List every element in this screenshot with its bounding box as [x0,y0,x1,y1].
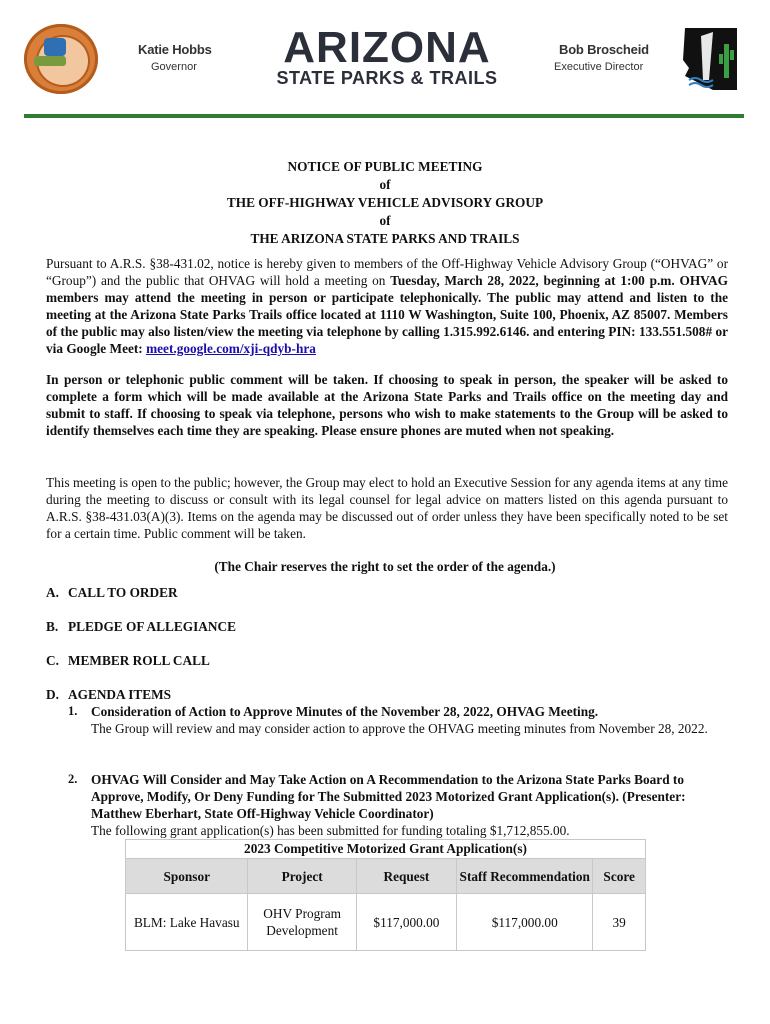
section-label: MEMBER ROLL CALL [68,653,210,668]
cell-score: 39 [593,894,646,951]
cell-request: $117,000.00 [356,894,456,951]
section-letter: D. [46,687,59,702]
column-header-project: Project [248,859,356,894]
table-row [126,894,646,951]
cell-sponsor: BLM: Lake Havasu [126,894,248,951]
group-title: THE OFF-HIGHWAY VEHICLE ADVISORY GROUP [226,195,544,210]
agency-logo-sub: STATE PARKS & TRAILS [276,68,498,88]
open-meeting-paragraph: This meeting is open to the public; however, the Group may elect to hold an Executive Session for any agenda items at any time during the meeting to discuss or consult with its legal counsel for legal advice on matters listed on this agenda pursuant to A.R.S. §38-431.03(A)(3). Items on the agenda may be discussed out of order unless they have been specifically noted to be set for a certain time. Public comment will be taken. [46,475,728,541]
agency-title: THE ARIZONA STATE PARKS AND TRAILS [250,231,520,246]
table-caption: 2023 Competitive Motorized Grant Application(s) [126,840,646,859]
section-letter: C. [46,653,59,668]
agenda-item-title: Consideration of Action to Approve Minutes of the November 28, 2022, OHVAG Meeting. [91,704,599,719]
notice-title: NOTICE OF PUBLIC MEETING [287,159,483,174]
agenda-item-number: 1. [68,704,78,718]
intro-text: Pursuant to A.R.S. §38-431.02, notice is hereby given to members of the Off-Highway Vehicle Advisory Group (“OHVAG” or “Group”) and the public that OHVAG will hold a meeting on [46,256,728,288]
arizona-state-seal-logo [24,24,98,94]
intro-bold-text: Tuesday, March 28, 2022, beginning at 1:00 p.m. OHVAG members may attend the meeting in person or participate telephonically. The public may attend and listen to the meeting at the Arizona State Parks Trails office located at 1110 W Washington, Suite 100, Phoenix, AZ 85007. Members of the public may also listen/view the meeting via telephone by calling 1.315.992.6146. and entering PIN: 133.551.508# or via Google Meet: [46,273,729,356]
agenda-item-number: 2. [68,772,78,786]
section-pledge [46,618,236,635]
section-letter: B. [46,619,59,634]
grant-applications-table [125,839,646,951]
section-label: CALL TO ORDER [68,585,178,600]
agency-logo-main: ARIZONA [283,23,491,72]
agenda-item-title: OHVAG Will Consider and May Take Action on A Recommendation to the Arizona State Parks Board to Approve, Modify, Or Deny Funding for The Submitted 2023 Motorized Grant Application(s). (Presenter: Matthew Eberhart, State Off-Highway Vehicle Coordinator) [91,772,686,821]
arizona-state-icon [679,24,743,94]
section-agenda-items [46,686,171,703]
column-header-staff-recommendation: Staff Recommendation [457,859,593,894]
governor-role: Governor [151,61,197,73]
governor-name: Katie Hobbs [138,42,212,57]
intro-paragraph [46,255,728,357]
title-of-1: of [379,177,391,192]
table-header-row [126,859,646,894]
chair-note: (The Chair reserves the right to set the order of the agenda.) [214,559,556,574]
title-of-2: of [379,213,391,228]
column-header-score: Score [593,859,646,894]
google-meet-link[interactable]: meet.google.com/xji-qdyb-hra [146,341,316,356]
director-role: Executive Director [554,61,644,73]
agenda-item-description: The following grant application(s) has been submitted for funding totaling $1,712,855.00. [91,823,570,838]
cell-recommendation: $117,000.00 [457,894,593,951]
section-label: AGENDA ITEMS [68,687,172,702]
column-header-request: Request [356,859,456,894]
public-comment-paragraph: In person or telephonic public comment will be taken. If choosing to speak in person, the speaker will be asked to complete a form which will be made available at the Arizona State Parks and Trails office on the meeting day and submit to staff. If choosing to speak via telephone, persons who wish to make statements to the Group will be asked to identify themselves each time they are speaking. Please ensure phones are muted when not speaking. [46,372,728,438]
section-letter: A. [46,585,59,600]
header-divider [24,114,744,118]
section-label: PLEDGE OF ALLEGIANCE [68,619,236,634]
section-roll-call [46,652,210,669]
cell-project: OHV Program Development [248,894,356,951]
director-name: Bob Broscheid [559,42,649,57]
section-call-to-order [46,584,178,601]
column-header-sponsor: Sponsor [126,859,248,894]
agenda-item-description: The Group will review and may consider action to approve the OHVAG meeting minutes from November 28, 2022. [91,721,708,736]
